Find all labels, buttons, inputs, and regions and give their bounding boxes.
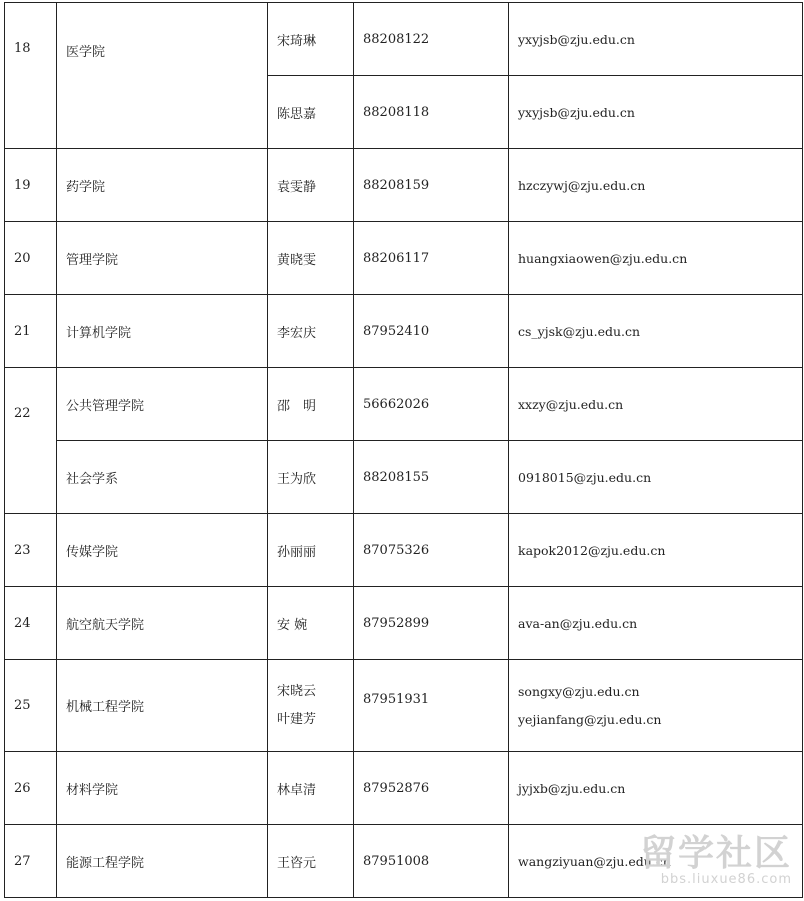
contact-name: 黄晓雯 xyxy=(268,222,354,295)
watermark-url: bbs.liuxue86.com xyxy=(660,872,792,887)
row-number: 27 xyxy=(5,825,57,898)
table-row xyxy=(5,660,803,752)
email[interactable]: hzczywj@zju.edu.cn xyxy=(509,149,803,222)
row-number: 21 xyxy=(5,295,57,368)
row-number: 25 xyxy=(5,660,57,752)
department: 材料学院 xyxy=(57,752,268,825)
email[interactable]: wangziyuan@zju.edu.cn xyxy=(509,825,803,898)
contact-name: 宋琦琳 xyxy=(268,3,354,76)
contact-name: 王咨元 xyxy=(268,825,354,898)
phone: 87951931 xyxy=(354,660,509,752)
phone: 88208122 xyxy=(354,3,509,76)
email[interactable]: yxyjsb@zju.edu.cn xyxy=(509,3,803,76)
department: 计算机学院 xyxy=(57,295,268,368)
phone: 87075326 xyxy=(354,514,509,587)
row-number: 24 xyxy=(5,587,57,660)
contact-name: 邵 明 xyxy=(268,368,354,441)
table-row xyxy=(5,295,803,368)
row-number: 18 xyxy=(5,3,57,149)
row-number: 19 xyxy=(5,149,57,222)
table-row xyxy=(5,752,803,825)
department: 医学院 xyxy=(57,3,268,149)
department: 传媒学院 xyxy=(57,514,268,587)
contact-name: 林卓清 xyxy=(268,752,354,825)
phone: 87952410 xyxy=(354,295,509,368)
phone: 88208118 xyxy=(354,76,509,149)
department: 社会学系 xyxy=(57,441,268,514)
contact-name: 宋晓云 xyxy=(277,683,317,699)
email[interactable]: xxzy@zju.edu.cn xyxy=(509,368,803,441)
phone: 56662026 xyxy=(354,368,509,441)
contact-name: 王为欣 xyxy=(268,441,354,514)
email[interactable]: huangxiaowen@zju.edu.cn xyxy=(509,222,803,295)
department: 能源工程学院 xyxy=(57,825,268,898)
phone: 88206117 xyxy=(354,222,509,295)
phone: 87952876 xyxy=(354,752,509,825)
table-row xyxy=(5,3,803,76)
phone: 88208159 xyxy=(354,149,509,222)
row-number: 20 xyxy=(5,222,57,295)
contact-name: 陈思嘉 xyxy=(268,76,354,149)
email[interactable]: 0918015@zju.edu.cn xyxy=(509,441,803,514)
table-row xyxy=(5,441,803,514)
email[interactable]: yejianfang@zju.edu.cn xyxy=(518,711,662,727)
emails xyxy=(509,660,803,752)
phone: 88208155 xyxy=(354,441,509,514)
phone: 87951008 xyxy=(354,825,509,898)
table-row xyxy=(5,825,803,898)
email[interactable]: ava-an@zju.edu.cn xyxy=(509,587,803,660)
email[interactable]: cs_yjsk@zju.edu.cn xyxy=(509,295,803,368)
contact-name: 孙丽丽 xyxy=(268,514,354,587)
email[interactable]: songxy@zju.edu.cn xyxy=(518,683,640,699)
department: 公共管理学院 xyxy=(57,368,268,441)
email[interactable]: jyjxb@zju.edu.cn xyxy=(509,752,803,825)
department: 机械工程学院 xyxy=(57,660,268,752)
table-row xyxy=(5,514,803,587)
contact-name: 李宏庆 xyxy=(268,295,354,368)
watermark-text: 留学社区 xyxy=(639,833,792,874)
row-number: 26 xyxy=(5,752,57,825)
table-row xyxy=(5,368,803,441)
contact-table xyxy=(4,2,803,898)
row-number: 23 xyxy=(5,514,57,587)
table-row xyxy=(5,222,803,295)
email[interactable]: kapok2012@zju.edu.cn xyxy=(509,514,803,587)
table-row xyxy=(5,587,803,660)
table-row xyxy=(5,149,803,222)
contact-names xyxy=(268,660,354,752)
row-number: 22 xyxy=(5,368,57,514)
phone: 87952899 xyxy=(354,587,509,660)
email[interactable]: yxyjsb@zju.edu.cn xyxy=(509,76,803,149)
contact-name: 安 婉 xyxy=(268,587,354,660)
contact-name: 叶建芳 xyxy=(277,711,317,727)
department: 药学院 xyxy=(57,149,268,222)
contact-name: 袁雯静 xyxy=(268,149,354,222)
department: 管理学院 xyxy=(57,222,268,295)
department: 航空航天学院 xyxy=(57,587,268,660)
